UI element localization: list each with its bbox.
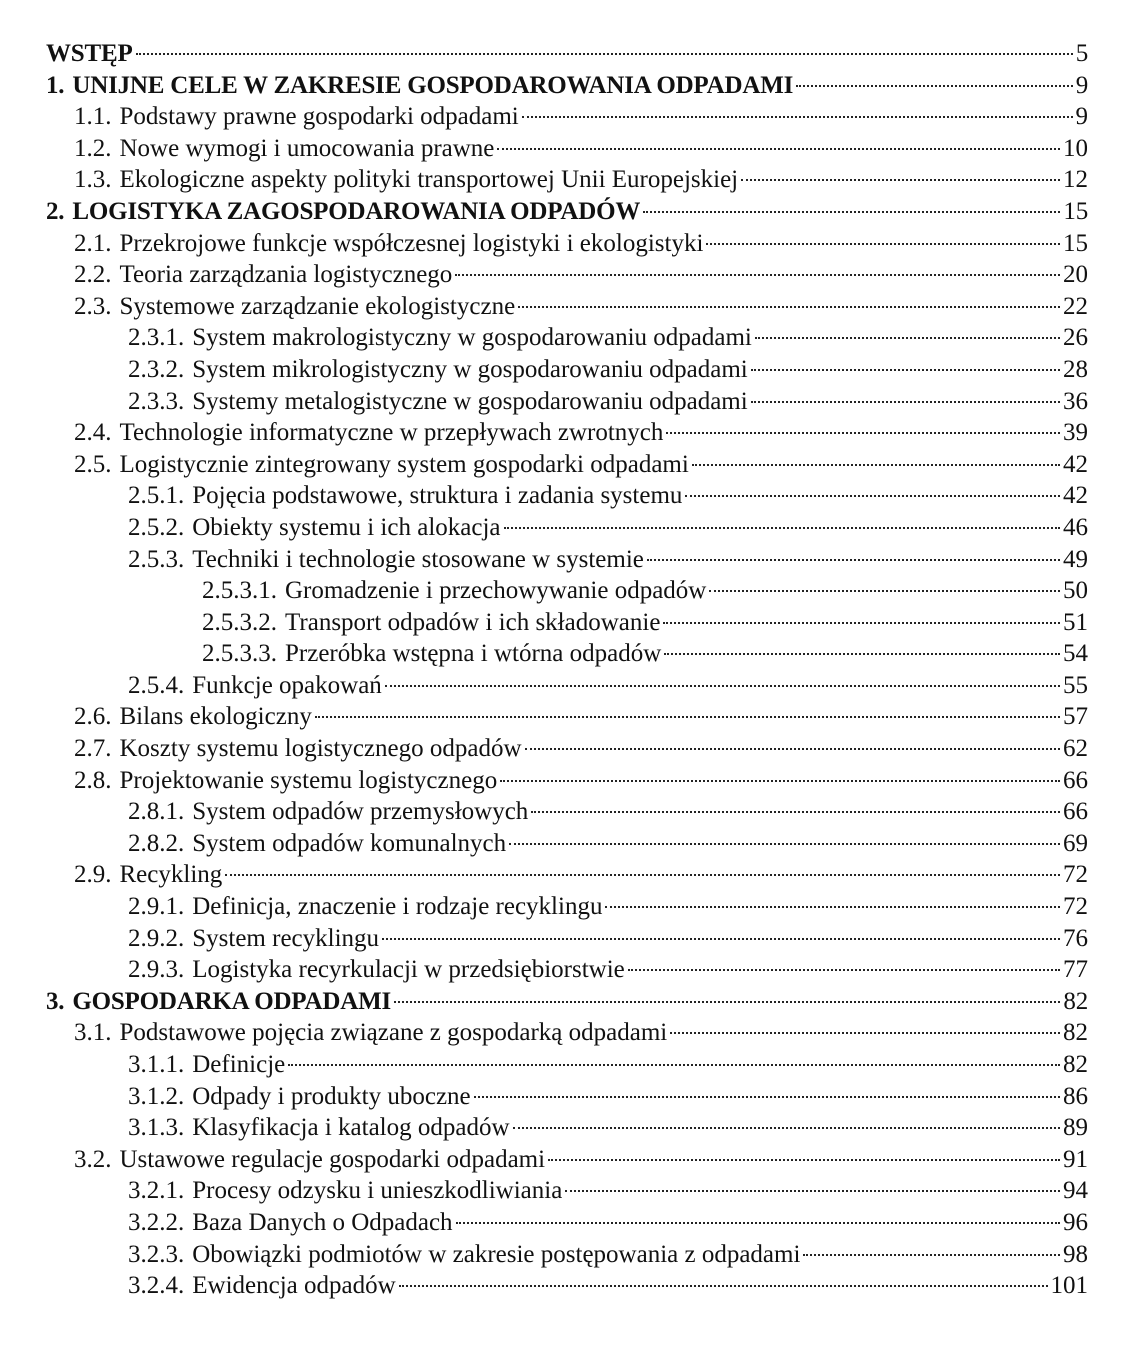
dot-leader bbox=[709, 590, 1060, 592]
toc-entry bbox=[46, 164, 1088, 196]
toc-entry-number: 2.5.3.1. bbox=[202, 577, 277, 605]
toc-entry-number: 2.5.3.2. bbox=[202, 608, 277, 636]
toc-entry-page-number: 69 bbox=[1063, 829, 1088, 857]
toc-entry bbox=[46, 859, 1088, 891]
toc-entry bbox=[46, 512, 1088, 544]
toc-entry-number: 2.8. bbox=[74, 766, 112, 794]
toc-entry-number: 3.2.2. bbox=[128, 1208, 185, 1236]
dot-leader bbox=[751, 369, 1060, 371]
toc-entry-number: 3.1.2. bbox=[128, 1082, 185, 1110]
toc-entry-title: WSTĘP bbox=[46, 40, 133, 67]
dot-leader bbox=[315, 716, 1060, 718]
dot-leader bbox=[513, 1127, 1060, 1129]
dot-leader bbox=[670, 1032, 1060, 1034]
toc-entry-title: Przeróbka wstępna i wtórna odpadów bbox=[285, 640, 662, 668]
toc-entry-page-number: 62 bbox=[1063, 735, 1088, 763]
toc-entry-number: 1.3. bbox=[74, 166, 112, 194]
toc-entry bbox=[46, 954, 1088, 986]
toc-entry-page-number: 9 bbox=[1075, 103, 1088, 131]
toc-entry-title: Transport odpadów i ich składowanie bbox=[285, 608, 661, 636]
toc-entry-number: 2.4. bbox=[74, 419, 112, 447]
dot-leader bbox=[525, 748, 1060, 750]
toc-entry-title: Pojęcia podstawowe, struktura i zadania systemu bbox=[192, 482, 683, 510]
toc-entry bbox=[46, 701, 1088, 733]
dot-leader bbox=[394, 1001, 1060, 1003]
toc-entry-title: Funkcje opakowań bbox=[192, 671, 382, 699]
dot-leader bbox=[500, 780, 1060, 782]
dot-leader bbox=[803, 1254, 1060, 1256]
dot-leader bbox=[565, 1190, 1060, 1192]
toc-entry-page-number: 91 bbox=[1063, 1145, 1088, 1173]
toc-entry-page-number: 26 bbox=[1063, 324, 1088, 352]
dot-leader bbox=[755, 337, 1060, 339]
toc-entry bbox=[46, 1144, 1088, 1176]
toc-entry-title: Ekologiczne aspekty polityki transportowej Unii Europejskiej bbox=[119, 166, 739, 194]
toc-entry-page-number: 72 bbox=[1063, 861, 1088, 889]
toc-entry-title: Bilans ekologiczny bbox=[119, 703, 312, 731]
toc-entry-page-number: 15 bbox=[1063, 197, 1088, 225]
toc-entry-page-number: 82 bbox=[1063, 987, 1088, 1015]
toc-entry-number: 3.2. bbox=[74, 1145, 112, 1173]
dot-leader bbox=[548, 1159, 1060, 1161]
toc-entry-page-number: 12 bbox=[1063, 166, 1088, 194]
toc-entry-title: System odpadów komunalnych bbox=[192, 829, 507, 857]
toc-entry-page-number: 77 bbox=[1063, 956, 1088, 984]
dot-leader bbox=[455, 274, 1060, 276]
toc-entry-title: Recykling bbox=[119, 861, 223, 889]
toc-entry bbox=[46, 607, 1088, 639]
dot-leader bbox=[605, 906, 1060, 908]
toc-entry-number: 2.2. bbox=[74, 261, 112, 289]
toc-entry-number: 2.9.2. bbox=[128, 924, 185, 952]
toc-entry-page-number: 54 bbox=[1063, 640, 1088, 668]
toc-entry bbox=[46, 1270, 1088, 1302]
dot-leader bbox=[225, 874, 1060, 876]
toc-entry-number: 2.5.2. bbox=[128, 513, 185, 541]
toc-entry-number: 2.1. bbox=[74, 229, 112, 257]
toc-entry bbox=[46, 1017, 1088, 1049]
toc-entry-number: 3.2.4. bbox=[128, 1272, 185, 1300]
toc-entry-page-number: 94 bbox=[1063, 1177, 1088, 1205]
toc-entry bbox=[46, 354, 1088, 386]
toc-entry bbox=[46, 70, 1088, 102]
dot-leader bbox=[399, 1285, 1048, 1287]
toc-entry bbox=[46, 1239, 1088, 1271]
toc-entry-page-number: 96 bbox=[1063, 1208, 1088, 1236]
toc-entry-page-number: 36 bbox=[1063, 387, 1088, 415]
toc-entry bbox=[46, 322, 1088, 354]
toc-entry-page-number: 98 bbox=[1063, 1240, 1088, 1268]
toc-entry bbox=[46, 386, 1088, 418]
toc-entry-title: Ustawowe regulacje gospodarki odpadami bbox=[119, 1145, 546, 1173]
toc-entry-number: 2.3.1. bbox=[128, 324, 185, 352]
dot-leader bbox=[685, 495, 1060, 497]
dot-leader bbox=[288, 1064, 1060, 1066]
table-of-contents bbox=[46, 38, 1088, 1302]
toc-entry-page-number: 51 bbox=[1063, 608, 1088, 636]
dot-leader bbox=[666, 432, 1060, 434]
toc-entry bbox=[46, 638, 1088, 670]
toc-entry-number: 2.5.3. bbox=[128, 545, 185, 573]
toc-entry-number: 2. bbox=[46, 197, 65, 225]
toc-entry-number: 3.2.3. bbox=[128, 1240, 185, 1268]
toc-entry-page-number: 10 bbox=[1063, 134, 1088, 162]
toc-entry bbox=[46, 1112, 1088, 1144]
toc-entry bbox=[46, 1049, 1088, 1081]
toc-entry bbox=[46, 1175, 1088, 1207]
dot-leader bbox=[382, 938, 1060, 940]
toc-entry-title: Systemowe zarządzanie ekologistyczne bbox=[119, 292, 516, 320]
toc-entry-title: Definicje bbox=[192, 1051, 286, 1078]
toc-entry-title: Logistycznie zintegrowany system gospodarki odpadami bbox=[119, 450, 689, 478]
toc-entry-title: Logistyka recyrkulacji w przedsiębiorstwie bbox=[192, 956, 625, 984]
toc-entry-number: 2.7. bbox=[74, 735, 112, 763]
toc-entry-title: Ewidencja odpadów bbox=[192, 1272, 396, 1300]
toc-entry-number: 2.5.4. bbox=[128, 671, 185, 699]
toc-entry-page-number: 15 bbox=[1063, 229, 1088, 257]
toc-entry-title: Gromadzenie i przechowywanie odpadów bbox=[285, 577, 707, 605]
toc-entry-page-number: 42 bbox=[1063, 450, 1088, 478]
toc-entry-title: Baza Danych o Odpadach bbox=[192, 1208, 453, 1236]
toc-entry-page-number: 28 bbox=[1063, 355, 1088, 383]
toc-entry-page-number: 22 bbox=[1063, 292, 1088, 320]
toc-entry bbox=[46, 417, 1088, 449]
toc-entry-page-number: 86 bbox=[1063, 1082, 1088, 1110]
toc-entry-page-number: 39 bbox=[1063, 419, 1088, 447]
toc-entry-number: 2.9.3. bbox=[128, 956, 185, 984]
toc-entry-number: 2.9. bbox=[74, 861, 112, 889]
dot-leader bbox=[385, 685, 1060, 687]
dot-leader bbox=[136, 53, 1073, 55]
toc-entry bbox=[46, 796, 1088, 828]
toc-entry bbox=[46, 101, 1088, 133]
toc-entry-title: System mikrologistyczny w gospodarowaniu odpadami bbox=[192, 355, 748, 383]
toc-entry bbox=[46, 480, 1088, 512]
toc-entry-title: Projektowanie systemu logistycznego bbox=[119, 766, 498, 794]
toc-entry bbox=[46, 259, 1088, 291]
toc-entry-title: System odpadów przemysłowych bbox=[192, 798, 529, 826]
dot-leader bbox=[741, 179, 1060, 181]
toc-entry-page-number: 57 bbox=[1063, 703, 1088, 731]
toc-entry-number: 2.6. bbox=[74, 703, 112, 731]
toc-entry-title: Podstawy prawne gospodarki odpadami bbox=[119, 103, 519, 131]
toc-entry-number: 2.3. bbox=[74, 292, 112, 320]
toc-entry-title: Obiekty systemu i ich alokacja bbox=[192, 513, 501, 541]
toc-entry-page-number: 42 bbox=[1063, 482, 1088, 510]
toc-entry bbox=[46, 1081, 1088, 1113]
dot-leader bbox=[474, 1096, 1060, 1098]
toc-entry-title: UNIJNE CELE W ZAKRESIE GOSPODAROWANIA ODPADAMI bbox=[72, 71, 794, 99]
toc-entry-title: Podstawowe pojęcia związane z gospodarką odpadami bbox=[119, 1019, 668, 1047]
toc-entry-page-number: 82 bbox=[1063, 1051, 1088, 1078]
toc-entry bbox=[46, 986, 1088, 1018]
toc-entry-title: Koszty systemu logistycznego odpadów bbox=[119, 735, 522, 763]
toc-entry-number: 3.1. bbox=[74, 1019, 112, 1047]
toc-entry-page-number: 89 bbox=[1063, 1114, 1088, 1142]
toc-entry-title: System makrologistyczny w gospodarowaniu odpadami bbox=[192, 324, 752, 352]
toc-entry bbox=[46, 828, 1088, 860]
dot-leader bbox=[497, 148, 1060, 150]
toc-entry-number: 1.2. bbox=[74, 134, 112, 162]
toc-entry-page-number: 72 bbox=[1063, 893, 1088, 921]
toc-entry bbox=[46, 291, 1088, 323]
dot-leader bbox=[664, 653, 1060, 655]
dot-leader bbox=[692, 464, 1060, 466]
toc-entry-title: Teoria zarządzania logistycznego bbox=[119, 261, 453, 289]
dot-leader bbox=[456, 1222, 1060, 1224]
toc-entry-number: 3. bbox=[46, 987, 65, 1015]
toc-entry-title: Procesy odzysku i unieszkodliwiania bbox=[192, 1177, 563, 1205]
toc-entry-page-number: 20 bbox=[1063, 261, 1088, 289]
toc-entry-title: Nowe wymogi i umocowania prawne bbox=[119, 134, 495, 162]
toc-entry bbox=[46, 670, 1088, 702]
toc-entry bbox=[46, 133, 1088, 165]
toc-entry-page-number: 76 bbox=[1063, 924, 1088, 952]
toc-entry-page-number: 46 bbox=[1063, 513, 1088, 541]
toc-entry-page-number: 55 bbox=[1063, 671, 1088, 699]
toc-entry-page-number: 9 bbox=[1075, 71, 1088, 99]
toc-entry-title: GOSPODARKA ODPADAMI bbox=[72, 987, 392, 1015]
toc-entry-number: 3.2.1. bbox=[128, 1177, 185, 1205]
toc-entry-page-number: 82 bbox=[1063, 1019, 1088, 1047]
dot-leader bbox=[522, 116, 1073, 118]
toc-entry bbox=[46, 544, 1088, 576]
dot-leader bbox=[643, 211, 1060, 213]
dot-leader bbox=[647, 559, 1060, 561]
dot-leader bbox=[796, 85, 1073, 87]
toc-entry-title: Definicja, znaczenie i rodzaje recyklingu bbox=[192, 893, 603, 921]
toc-entry-number: 2.5.1. bbox=[128, 482, 185, 510]
toc-entry-number: 2.5. bbox=[74, 450, 112, 478]
toc-entry-number: 1. bbox=[46, 71, 65, 99]
toc-entry-number: 3.1.1. bbox=[128, 1051, 185, 1078]
toc-entry-number: 1.1. bbox=[74, 103, 112, 131]
dot-leader bbox=[518, 306, 1060, 308]
toc-entry-title: Klasyfikacja i katalog odpadów bbox=[192, 1114, 510, 1142]
toc-entry-number: 2.3.3. bbox=[128, 387, 185, 415]
toc-entry-title: Odpady i produkty uboczne bbox=[192, 1082, 471, 1110]
toc-entry-title: LOGISTYKA ZAGOSPODAROWANIA ODPADÓW bbox=[72, 197, 641, 225]
toc-entry-page-number: 5 bbox=[1075, 40, 1088, 67]
toc-entry-title: Technologie informatyczne w przepływach zwrotnych bbox=[119, 419, 664, 447]
toc-entry bbox=[46, 575, 1088, 607]
toc-entry-number: 2.8.1. bbox=[128, 798, 185, 826]
toc-entry-title: Przekrojowe funkcje współczesnej logistyki i ekologistyki bbox=[119, 229, 704, 257]
toc-entry bbox=[46, 891, 1088, 923]
toc-entry-number: 3.1.3. bbox=[128, 1114, 185, 1142]
dot-leader bbox=[504, 527, 1060, 529]
toc-entry-page-number: 66 bbox=[1063, 798, 1088, 826]
toc-entry bbox=[46, 196, 1088, 228]
toc-entry-page-number: 66 bbox=[1063, 766, 1088, 794]
toc-entry-page-number: 50 bbox=[1063, 577, 1088, 605]
toc-entry-title: System recyklingu bbox=[192, 924, 380, 952]
toc-entry-number: 2.8.2. bbox=[128, 829, 185, 857]
dot-leader bbox=[663, 622, 1060, 624]
toc-entry-number: 2.9.1. bbox=[128, 893, 185, 921]
dot-leader bbox=[751, 401, 1060, 403]
dot-leader bbox=[531, 811, 1060, 813]
toc-entry bbox=[46, 449, 1088, 481]
toc-entry-number: 2.3.2. bbox=[128, 355, 185, 383]
toc-entry bbox=[46, 733, 1088, 765]
toc-entry-title: Systemy metalogistyczne w gospodarowaniu odpadami bbox=[192, 387, 748, 415]
dot-leader bbox=[509, 843, 1060, 845]
toc-entry bbox=[46, 228, 1088, 260]
toc-entry bbox=[46, 1207, 1088, 1239]
toc-entry bbox=[46, 923, 1088, 955]
dot-leader bbox=[628, 969, 1060, 971]
toc-entry-page-number: 49 bbox=[1063, 545, 1088, 573]
toc-entry-title: Techniki i technologie stosowane w systemie bbox=[192, 545, 644, 573]
toc-entry bbox=[46, 765, 1088, 797]
toc-entry bbox=[46, 38, 1088, 70]
dot-leader bbox=[706, 243, 1060, 245]
toc-entry-page-number: 101 bbox=[1050, 1272, 1088, 1300]
toc-entry-title: Obowiązki podmiotów w zakresie postępowania z odpadami bbox=[192, 1240, 801, 1268]
toc-entry-number: 2.5.3.3. bbox=[202, 640, 277, 668]
